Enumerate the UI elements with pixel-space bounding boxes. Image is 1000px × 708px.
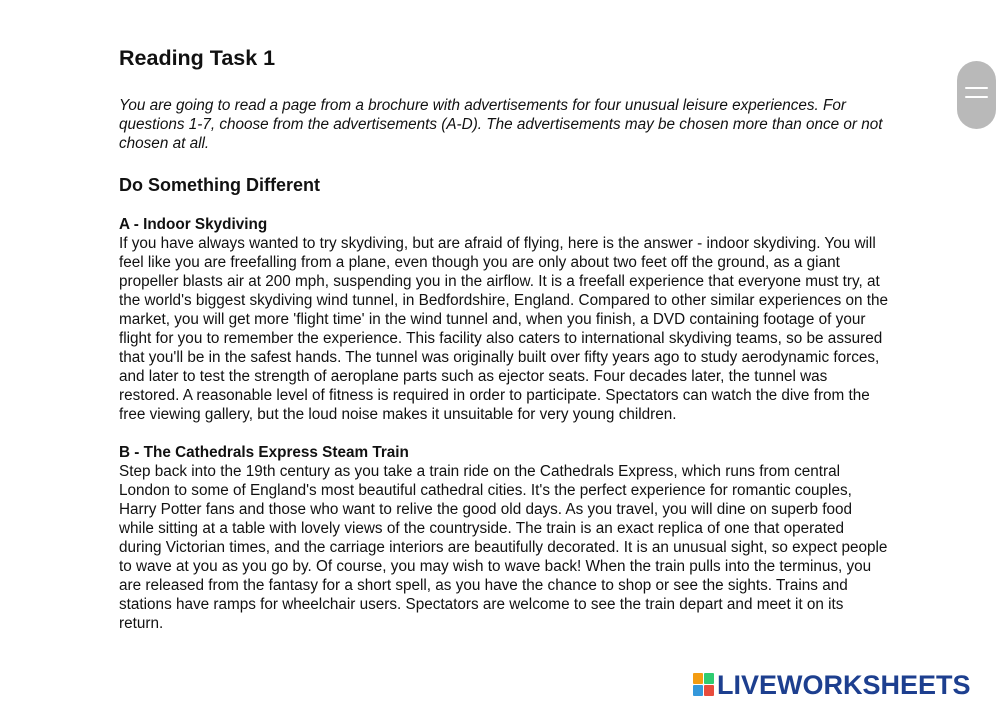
logo-text: LIVEWORKSHEETS	[717, 670, 971, 700]
logo-mark-icon	[693, 673, 715, 697]
liveworksheets-logo	[693, 670, 971, 700]
advert-b	[119, 443, 889, 633]
advert-a	[119, 215, 889, 424]
worksheet-page	[119, 44, 889, 633]
hamburger-menu-icon-line	[965, 96, 988, 98]
advert-b-body: Step back into the 19th century as you take a train ride on the Cathedrals Express, which runs from central London to some of England's most beautiful cathedral cities. It's the perfect experience for romantic couples, Harry Potter fans and those who want to relive the good old days. As you travel, you will dine on superb food while sitting at a table with lovely views of the countryside. The train is an exact replica of one that operated during Victorian times, and the carriage interiors are beautifully decorated. It is an unusual sight, so expect people to wave at you as you go by. Of course, you may wish to wave back! When the train pulls into the terminus, you are released from the fantasy for a short spell, as you have the chance to shop or see the sights. Trains and stations have ramps for wheelchair users. Spectators are welcome to see the train depart and meet it on its return.	[119, 463, 888, 632]
menu-button[interactable]	[957, 61, 996, 129]
page-title: Reading Task 1	[119, 46, 276, 70]
advert-a-title: A - Indoor Skydiving	[119, 216, 268, 233]
advert-b-title: B - The Cathedrals Express Steam Train	[119, 444, 409, 461]
section-heading: Do Something Different	[119, 175, 320, 195]
hamburger-menu-icon	[965, 87, 988, 89]
task-instructions: You are going to read a page from a brochure with advertisements for four unusual leisure experiences. For questions 1-7, choose from the advertisements (A-D). The advertisements may be chosen more than once or not chosen at all.	[119, 97, 883, 152]
advert-a-body: If you have always wanted to try skydiving, but are afraid of flying, here is the answer - indoor skydiving. You will feel like you are freefalling from a plane, even though you are only about two feet off the ground, as a giant propeller blasts air at 200 mph, suspending you in the airflow. It is a freefall experience that everyone must try, at the world's biggest skydiving wind tunnel, in Bedfordshire, England. Compared to other similar experiences on the market, you will get more 'flight time' in the wind tunnel and, when you finish, a DVD containing footage of your flight for you to remember the experience. This facility also caters to international skydiving teams, so be assured that you'll be in the safest hands. The tunnel was originally built over fifty years ago to study aerodynamic forces, and later to test the strength of aeroplane parts such as ejector seats. Four decades later, the tunnel was restored. A reasonable level of fitness is required in order to participate. Spectators can watch the dive from the free viewing gallery, but the loud noise makes it unsuitable for very young children.	[119, 235, 889, 423]
